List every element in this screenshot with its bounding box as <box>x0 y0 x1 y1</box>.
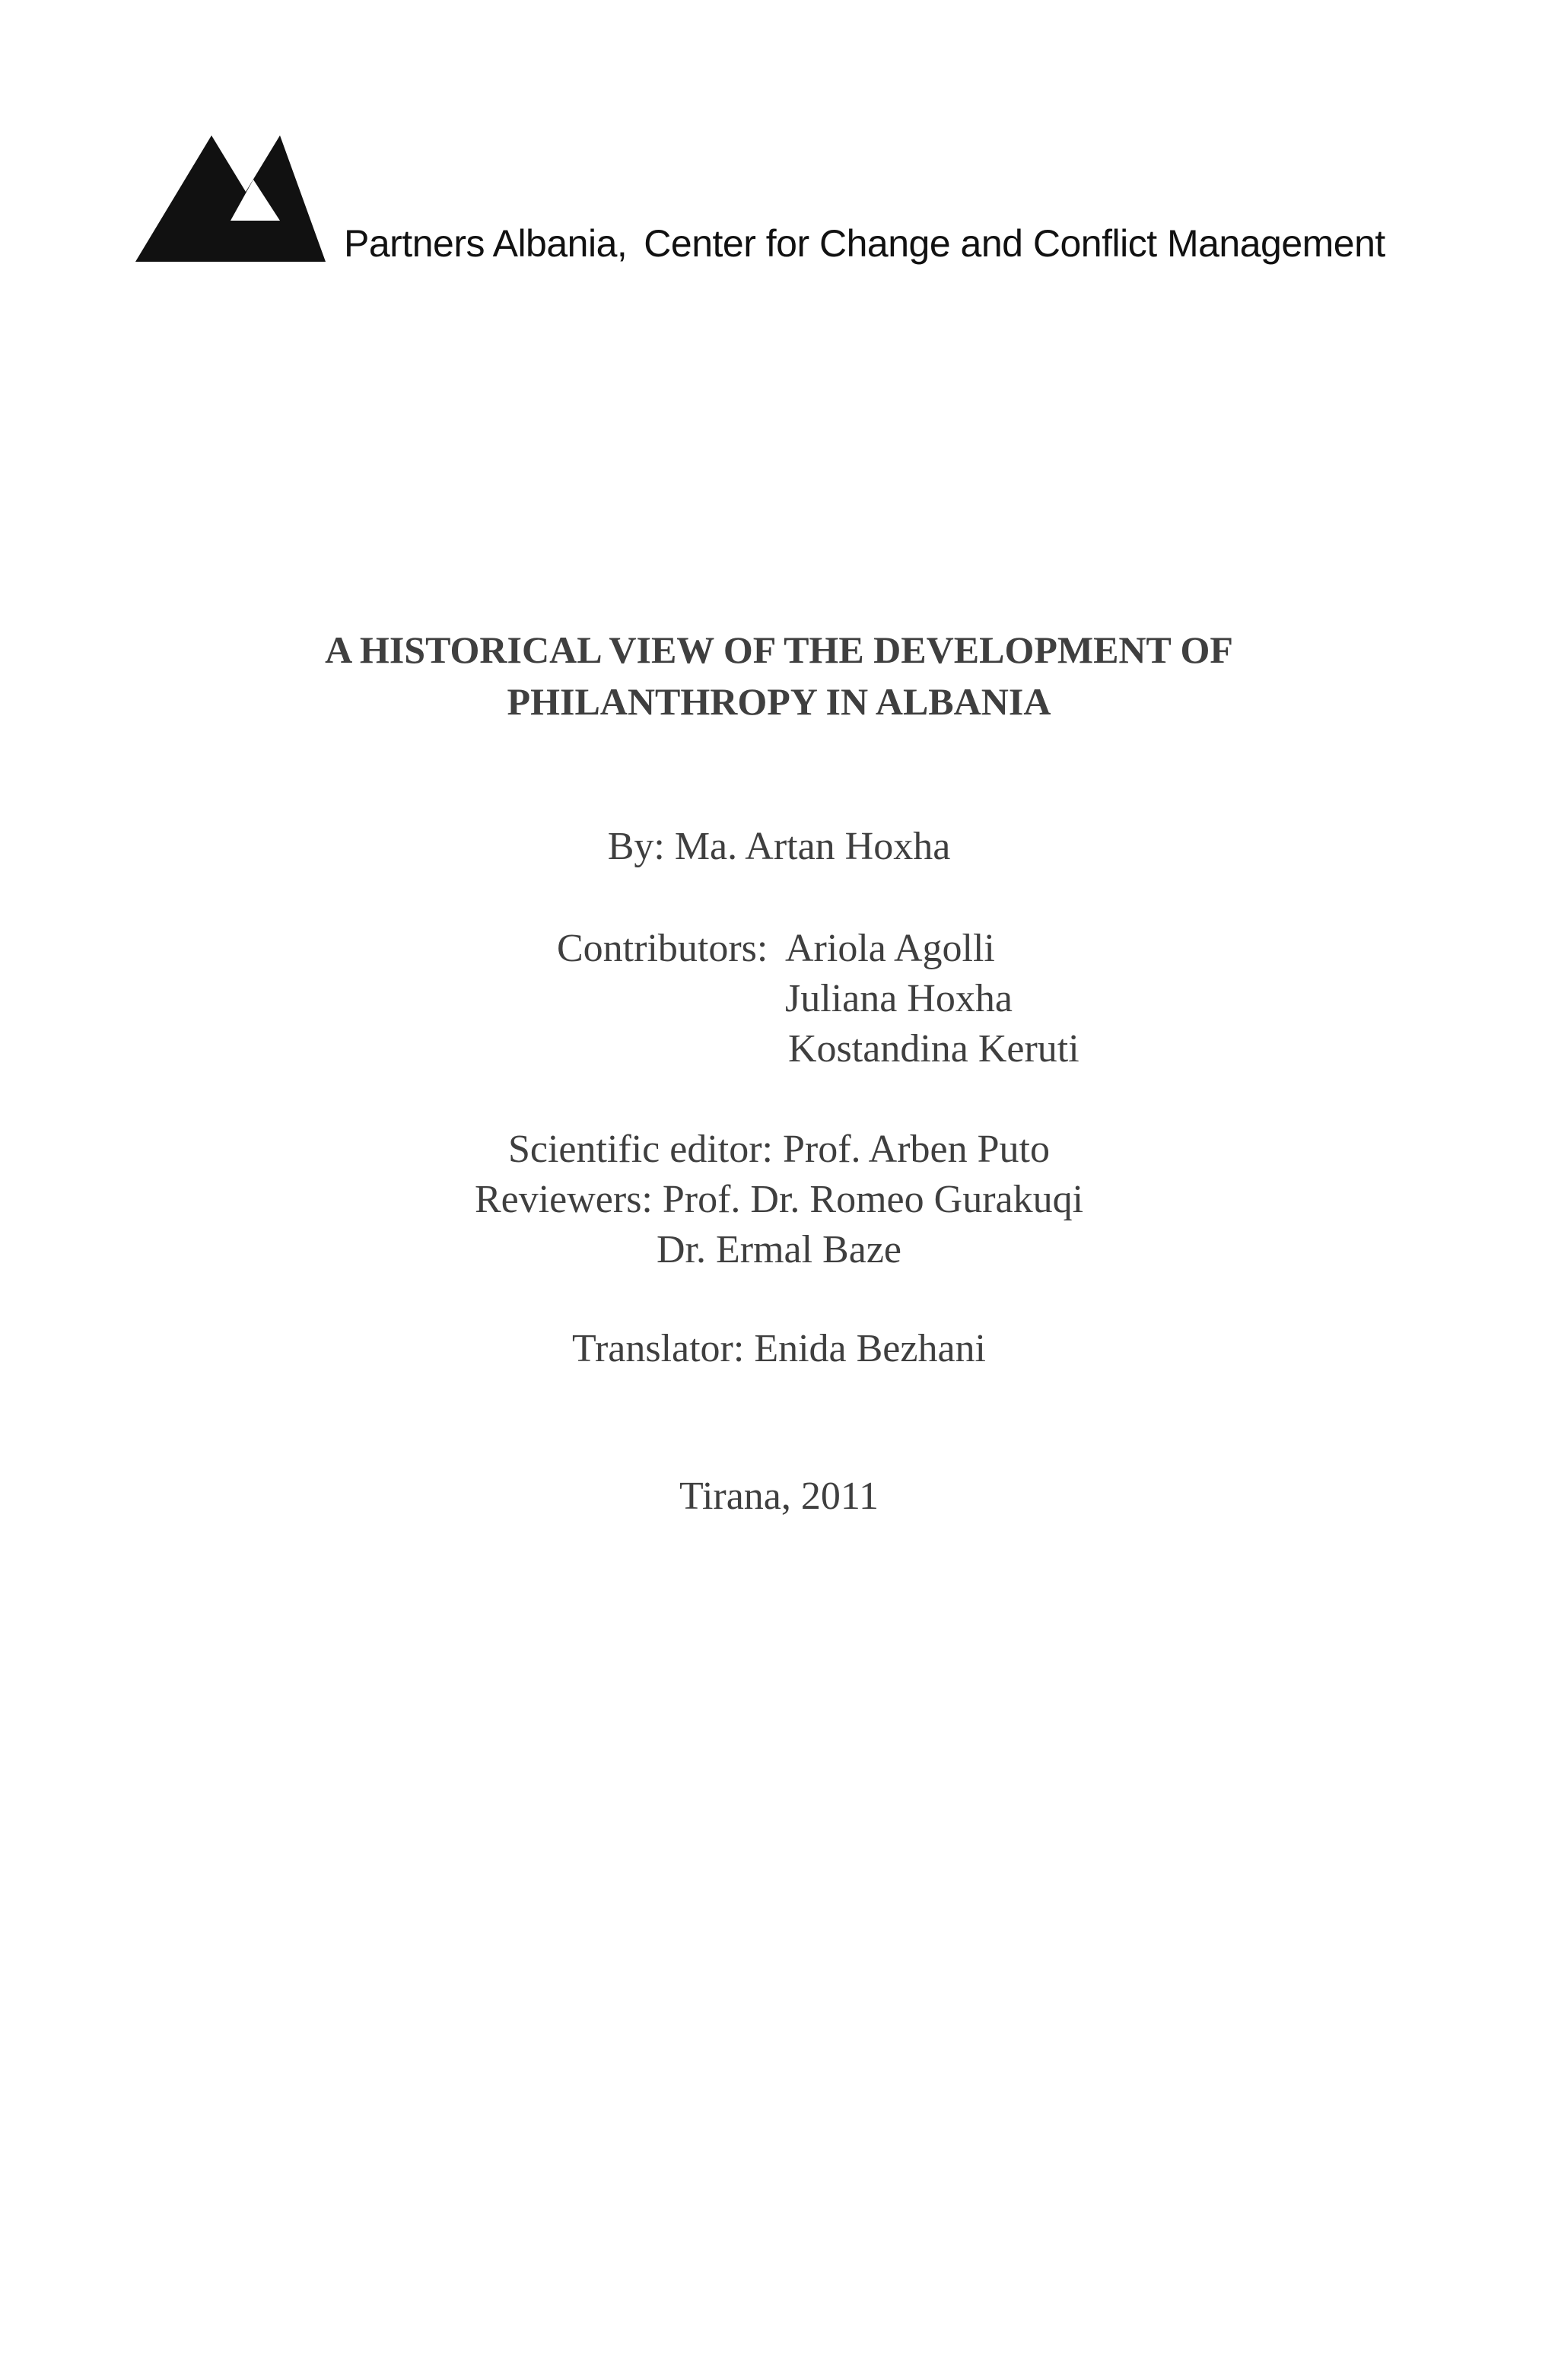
reviewers-line-1: Reviewers: Prof. Dr. Romeo Gurakuqi <box>474 1178 1084 1221</box>
contributor-2: Juliana Hoxha <box>785 977 1013 1020</box>
contributors-label: Contributors: <box>557 927 768 970</box>
contributor-3: Kostandina Keruti <box>788 1027 1079 1071</box>
translator-line: Translator: Enida Bezhani <box>572 1327 986 1370</box>
organization-name <box>344 221 1385 266</box>
scientific-editor-line: Scientific editor: Prof. Arben Puto <box>507 1128 1050 1171</box>
contributor-1: Ariola Agolli <box>785 927 995 970</box>
reviewers-line-2: Dr. Ermal Baze <box>657 1228 901 1271</box>
title-line-2: PHILANTHROPY IN ALBANIA <box>507 680 1051 723</box>
organization-name-part1: Partners Albania, <box>344 222 628 265</box>
partners-albania-logo <box>135 135 326 262</box>
document-title <box>0 624 1558 727</box>
author-line: By: Ma. Artan Hoxha <box>607 825 951 868</box>
title-line-1: A HISTORICAL VIEW OF THE DEVELOPMENT OF <box>325 628 1233 671</box>
place-year-line: Tirana, 2011 <box>679 1475 879 1518</box>
organization-name-part2: Center for Change and Conflict Management <box>644 222 1385 265</box>
